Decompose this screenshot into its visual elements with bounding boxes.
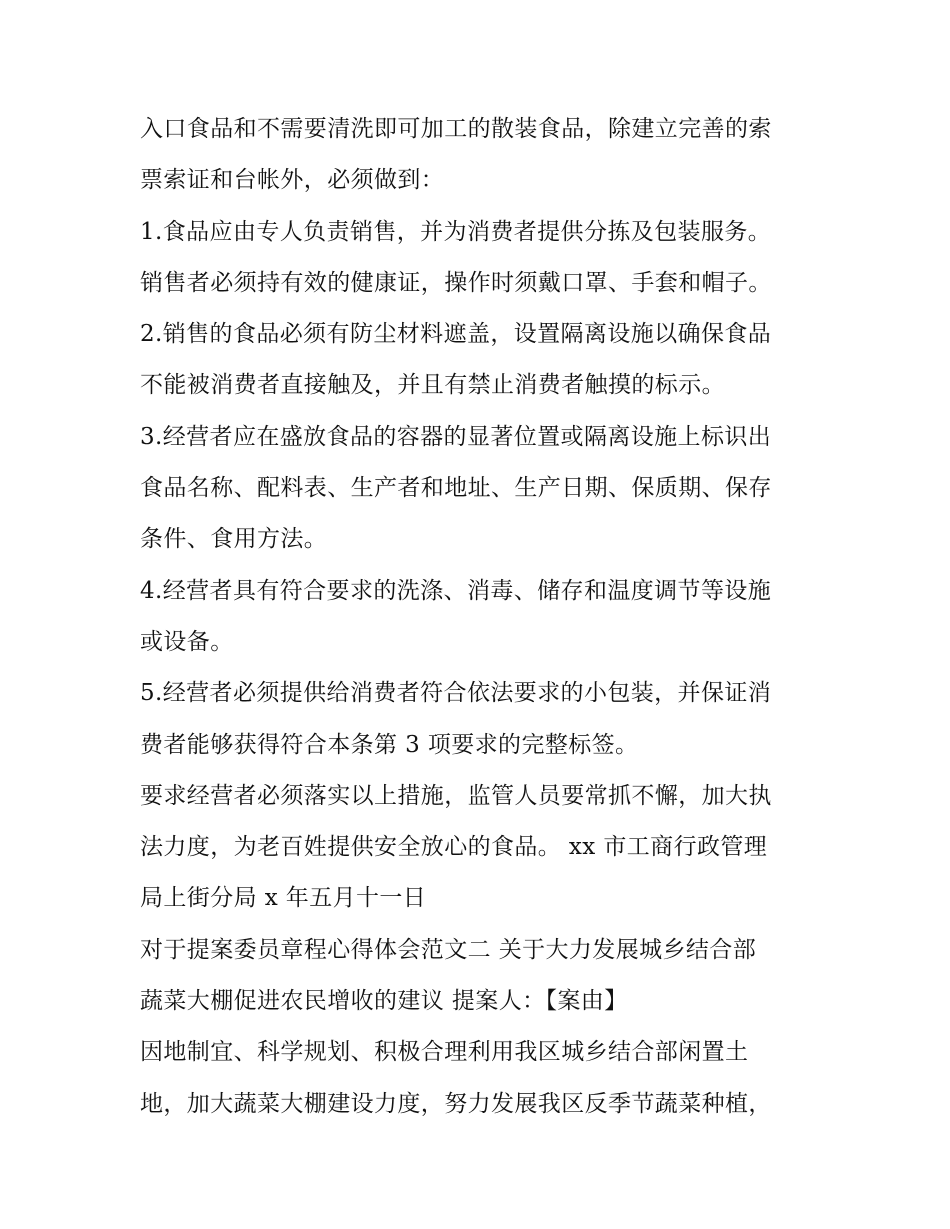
text-line: 因地制宜、科学规划、积极合理利用我区城乡结合部闲置土 (140, 1039, 749, 1066)
text-line: 入口食品和不需要清洗即可加工的散装食品，除建立完善的索 (140, 116, 772, 142)
text-line: 要求经营者必须落实以上措施，监管人员要常抓不懈，加大执 (140, 782, 772, 809)
text-line: 4.经营者具有符合要求的洗涤、消毒、储存和温度调节等设施 (140, 577, 772, 604)
text-line: 或设备。 (140, 628, 234, 655)
text-line: 条件、食用方法。 (140, 526, 328, 553)
text-line: 法力度，为老百姓提供安全放心的食品。 xx 市工商行政管理 (140, 834, 768, 861)
text-line: 2.销售的食品必须有防尘材料遮盖，设置隔离设施以确保食品 (140, 321, 772, 348)
text-line: 费者能够获得符合本条第 3 项要求的完整标签。 (140, 731, 639, 758)
text-line: 对于提案委员章程心得体会范文二 关于大力发展城乡结合部 (140, 936, 757, 963)
text-line: 局上街分局 x 年五月十一日 (140, 885, 427, 912)
text-line: 地，加大蔬菜大棚建设力度，努力发展我区反季节蔬菜种植， (140, 1090, 772, 1117)
text-line: 票索证和台帐外，必须做到： (140, 167, 445, 194)
text-line: 5.经营者必须提供给消费者符合依法要求的小包装，并保证消 (140, 680, 772, 707)
text-line: 3.经营者应在盛放食品的容器的显著位置或隔离设施上标识出 (140, 423, 772, 450)
document-body (140, 104, 820, 1130)
text-line: 销售者必须持有效的健康证，操作时须戴口罩、手套和帽子。 (140, 269, 772, 296)
text-line: 不能被消费者直接触及，并且有禁止消费者触摸的标示。 (140, 372, 725, 399)
text-line: 1.食品应由专人负责销售，并为消费者提供分拣及包装服务。 (140, 218, 772, 245)
text-line: 食品名称、配料表、生产者和地址、生产日期、保质期、保存 (140, 475, 772, 502)
text-line: 蔬菜大棚促进农民增收的建议 提案人：【案由】 (140, 988, 628, 1015)
